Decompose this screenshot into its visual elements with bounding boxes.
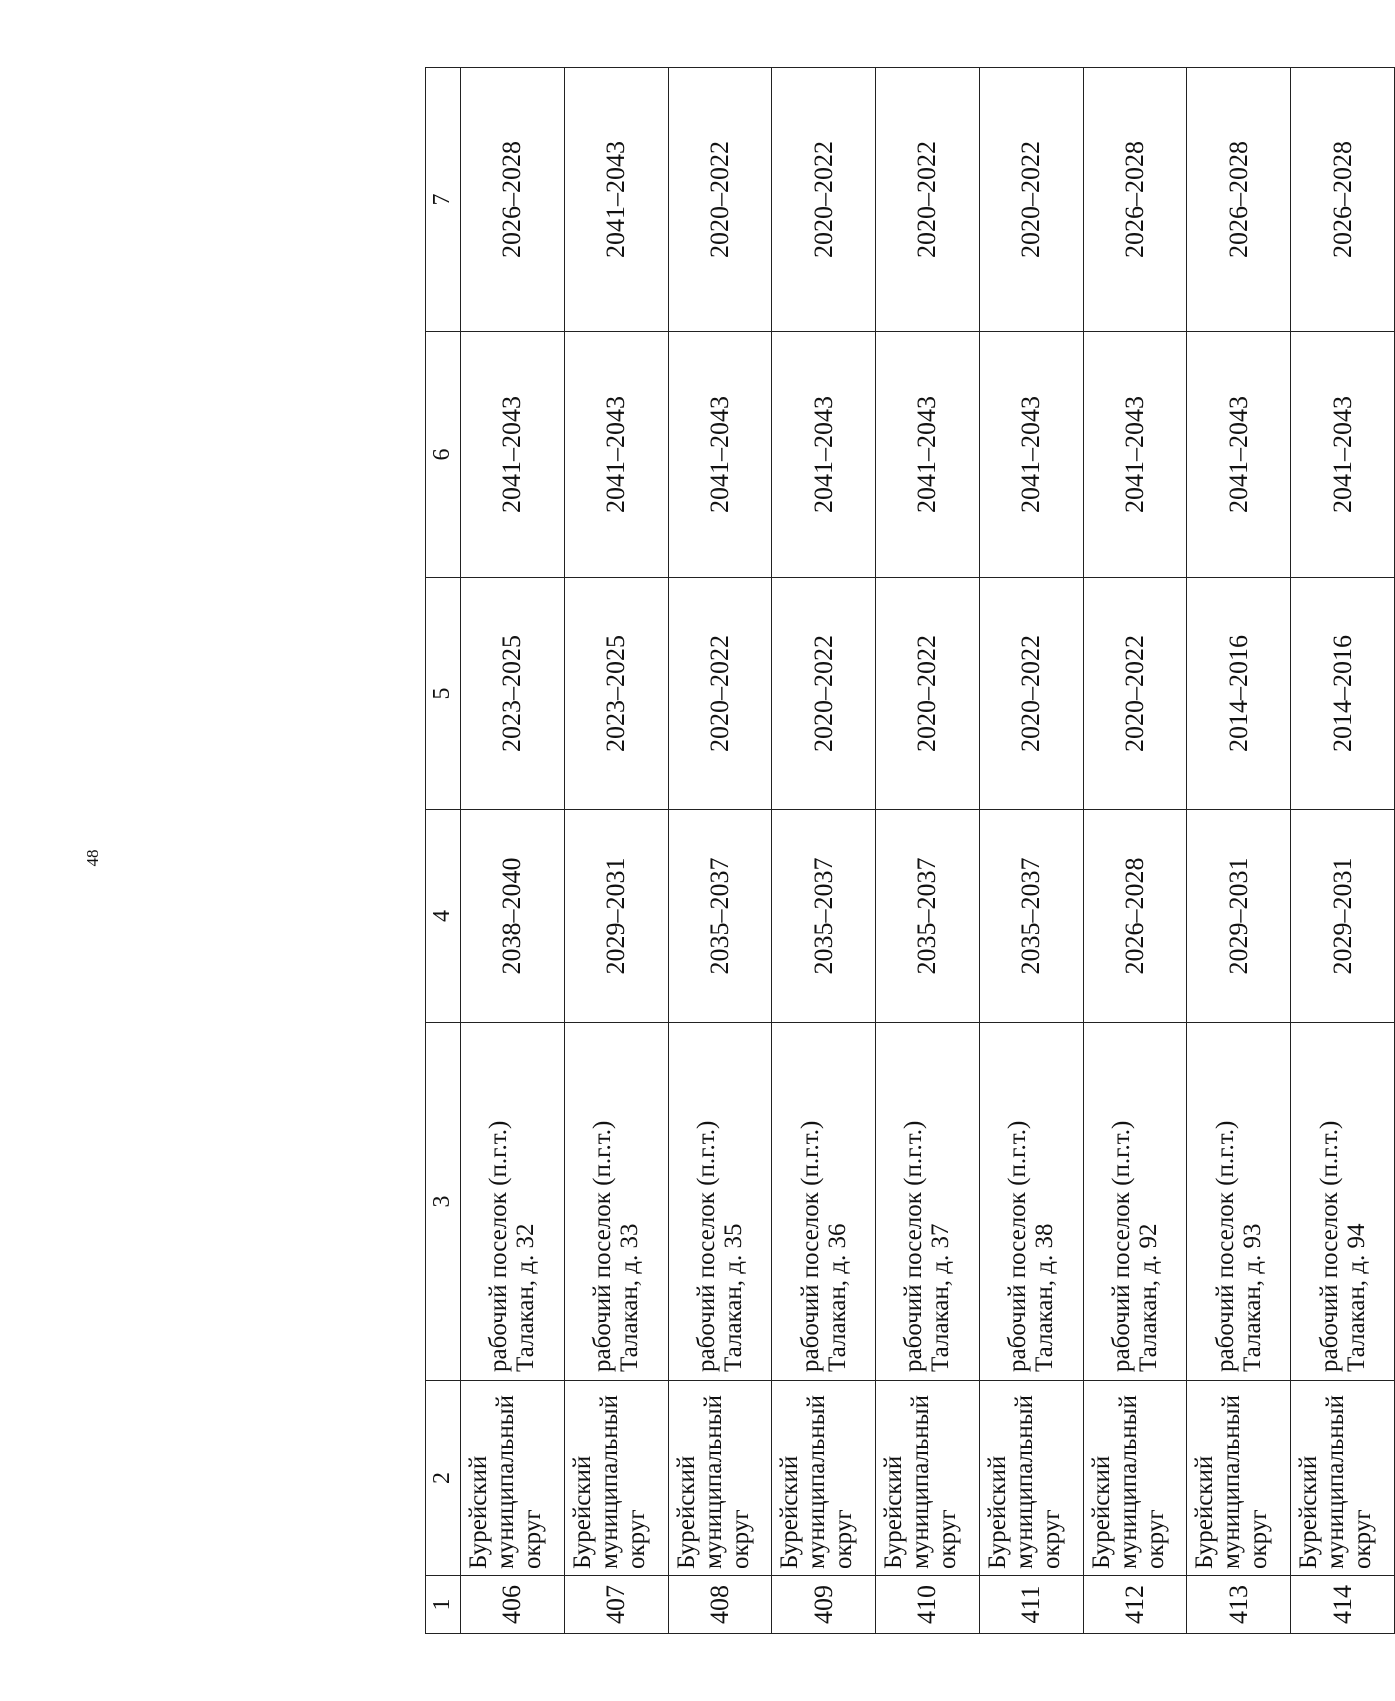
period-cell-5: 2020–2022 bbox=[772, 578, 876, 810]
period-cell-7: 2020–2022 bbox=[979, 68, 1083, 332]
address-cell: рабочий поселок (п.г.т.) Талакан, д. 38 bbox=[979, 1023, 1083, 1381]
table-container bbox=[425, 68, 1395, 1634]
period-cell-7: 2041–2043 bbox=[564, 68, 668, 332]
period-cell-7: 2026–2028 bbox=[1083, 68, 1187, 332]
address-cell: рабочий поселок (п.г.т.) Талакан, д. 94 bbox=[1291, 1023, 1395, 1381]
period-cell-6: 2041–2043 bbox=[876, 332, 980, 578]
address-cell: рабочий поселок (п.г.т.) Талакан, д. 92 bbox=[1083, 1023, 1187, 1381]
row-number: 413 bbox=[1187, 1576, 1291, 1634]
period-cell-7: 2020–2022 bbox=[668, 68, 772, 332]
page-number: 48 bbox=[83, 849, 102, 867]
period-cell-4: 2035–2037 bbox=[876, 810, 980, 1023]
period-cell-4: 2035–2037 bbox=[668, 810, 772, 1023]
period-cell-6: 2041–2043 bbox=[564, 332, 668, 578]
row-number: 409 bbox=[772, 1576, 876, 1634]
data-table bbox=[425, 67, 1395, 1634]
table-row bbox=[979, 68, 1083, 1634]
table-row bbox=[1083, 68, 1187, 1634]
period-cell-6: 2041–2043 bbox=[979, 332, 1083, 578]
district-cell: Бурейский муниципальный округ bbox=[461, 1381, 565, 1576]
period-cell-4: 2029–2031 bbox=[1291, 810, 1395, 1023]
district-cell: Бурейский муниципальный округ bbox=[1291, 1381, 1395, 1576]
address-cell: рабочий поселок (п.г.т.) Талакан, д. 37 bbox=[876, 1023, 980, 1381]
table-row bbox=[876, 68, 980, 1634]
table-row bbox=[772, 68, 876, 1634]
address-cell: рабочий поселок (п.г.т.) Талакан, д. 32 bbox=[461, 1023, 565, 1381]
period-cell-5: 2014–2016 bbox=[1291, 578, 1395, 810]
period-cell-5: 2020–2022 bbox=[668, 578, 772, 810]
period-cell-5: 2023–2025 bbox=[461, 578, 565, 810]
district-cell: Бурейский муниципальный округ bbox=[979, 1381, 1083, 1576]
period-cell-4: 2035–2037 bbox=[979, 810, 1083, 1023]
column-header-7: 7 bbox=[426, 68, 461, 332]
table-row bbox=[564, 68, 668, 1634]
period-cell-7: 2020–2022 bbox=[772, 68, 876, 332]
row-number: 406 bbox=[461, 1576, 565, 1634]
table-row bbox=[1291, 68, 1395, 1634]
header-row bbox=[426, 68, 461, 1634]
district-cell: Бурейский муниципальный округ bbox=[1083, 1381, 1187, 1576]
period-cell-7: 2026–2028 bbox=[1187, 68, 1291, 332]
period-cell-4: 2035–2037 bbox=[772, 810, 876, 1023]
table-row bbox=[461, 68, 565, 1634]
period-cell-4: 2029–2031 bbox=[564, 810, 668, 1023]
period-cell-5: 2020–2022 bbox=[1083, 578, 1187, 810]
period-cell-5: 2020–2022 bbox=[876, 578, 980, 810]
period-cell-6: 2041–2043 bbox=[1187, 332, 1291, 578]
period-cell-4: 2038–2040 bbox=[461, 810, 565, 1023]
address-cell: рабочий поселок (п.г.т.) Талакан, д. 33 bbox=[564, 1023, 668, 1381]
row-number: 407 bbox=[564, 1576, 668, 1634]
period-cell-7: 2026–2028 bbox=[461, 68, 565, 332]
column-header-4: 4 bbox=[426, 810, 461, 1023]
address-cell: рабочий поселок (п.г.т.) Талакан, д. 36 bbox=[772, 1023, 876, 1381]
period-cell-6: 2041–2043 bbox=[1291, 332, 1395, 578]
period-cell-6: 2041–2043 bbox=[1083, 332, 1187, 578]
district-cell: Бурейский муниципальный округ bbox=[1187, 1381, 1291, 1576]
column-header-1: 1 bbox=[426, 1576, 461, 1634]
period-cell-7: 2020–2022 bbox=[876, 68, 980, 332]
period-cell-6: 2041–2043 bbox=[461, 332, 565, 578]
row-number: 414 bbox=[1291, 1576, 1395, 1634]
table-body bbox=[461, 68, 1395, 1634]
row-number: 412 bbox=[1083, 1576, 1187, 1634]
column-header-5: 5 bbox=[426, 578, 461, 810]
period-cell-4: 2026–2028 bbox=[1083, 810, 1187, 1023]
row-number: 410 bbox=[876, 1576, 980, 1634]
column-header-3: 3 bbox=[426, 1023, 461, 1381]
address-cell: рабочий поселок (п.г.т.) Талакан, д. 35 bbox=[668, 1023, 772, 1381]
period-cell-6: 2041–2043 bbox=[668, 332, 772, 578]
period-cell-5: 2020–2022 bbox=[979, 578, 1083, 810]
period-cell-5: 2023–2025 bbox=[564, 578, 668, 810]
period-cell-6: 2041–2043 bbox=[772, 332, 876, 578]
column-header-6: 6 bbox=[426, 332, 461, 578]
district-cell: Бурейский муниципальный округ bbox=[772, 1381, 876, 1576]
period-cell-4: 2029–2031 bbox=[1187, 810, 1291, 1023]
district-cell: Бурейский муниципальный округ bbox=[876, 1381, 980, 1576]
address-cell: рабочий поселок (п.г.т.) Талакан, д. 93 bbox=[1187, 1023, 1291, 1381]
district-cell: Бурейский муниципальный округ bbox=[668, 1381, 772, 1576]
district-cell: Бурейский муниципальный округ bbox=[564, 1381, 668, 1576]
period-cell-7: 2026–2028 bbox=[1291, 68, 1395, 332]
column-header-2: 2 bbox=[426, 1381, 461, 1576]
table-row bbox=[668, 68, 772, 1634]
table-row bbox=[1187, 68, 1291, 1634]
row-number: 408 bbox=[668, 1576, 772, 1634]
period-cell-5: 2014–2016 bbox=[1187, 578, 1291, 810]
row-number: 411 bbox=[979, 1576, 1083, 1634]
